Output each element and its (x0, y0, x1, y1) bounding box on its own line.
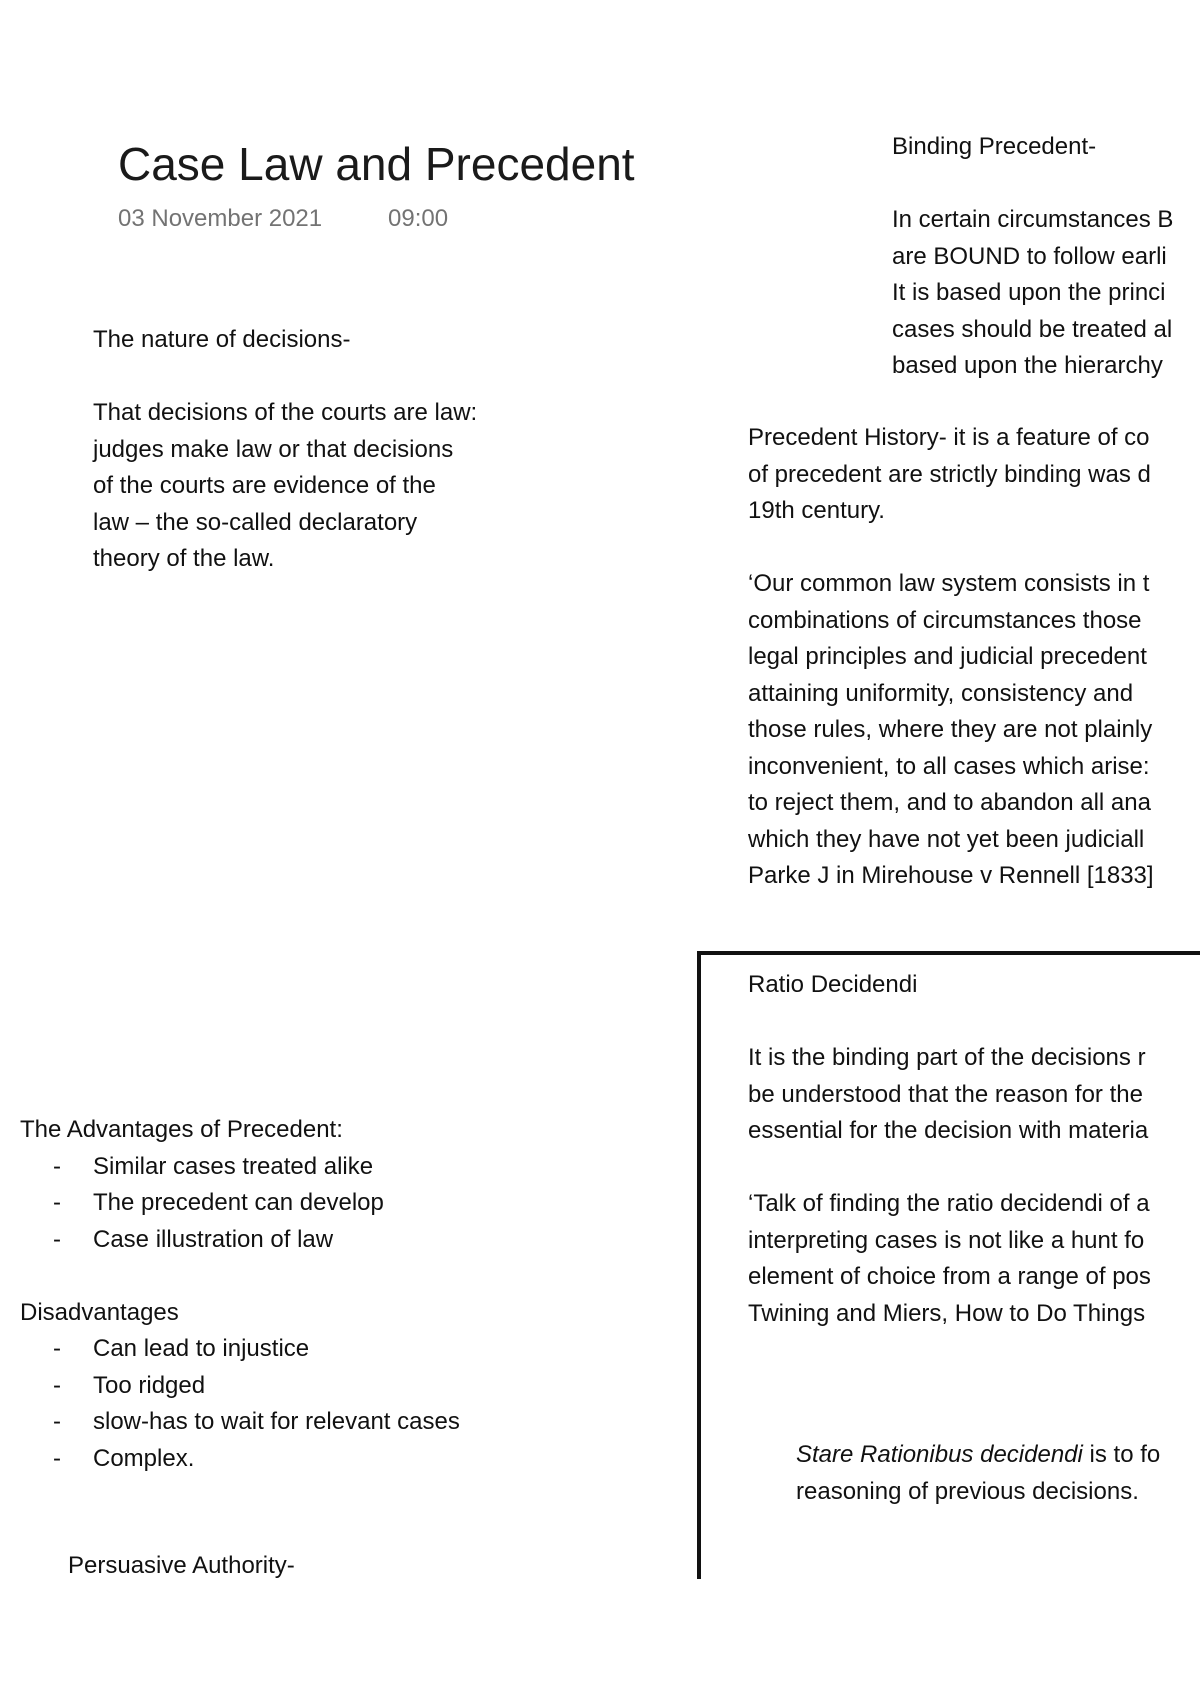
quote-line: those rules, where they are not plainly (748, 716, 1153, 743)
stare-term: Stare Rationibus decidendi (796, 1441, 1083, 1468)
nature-line: judges make law or that decisions (93, 435, 454, 463)
stare-rest: is to fo (1082, 1441, 1161, 1468)
history-section (748, 420, 1154, 895)
ratio-line: It is the binding part of the decisions r (748, 1044, 1146, 1071)
binding-line: are BOUND to follow earli (892, 242, 1167, 270)
persuasive-heading: Persuasive Authority- (68, 1552, 295, 1579)
list-item: - The precedent can develop (20, 1185, 460, 1222)
quote-line: which they have not yet been judiciall (748, 825, 1145, 853)
list-item: - Can lead to injustice (20, 1331, 460, 1368)
nature-heading: The nature of decisions- (93, 326, 351, 353)
list-item: - Similar cases treated alike (20, 1149, 460, 1186)
stare-line-2: reasoning of previous decisions. (796, 1477, 1139, 1505)
binding-line: based upon the hierarchy (892, 352, 1163, 379)
advantages-list (20, 1149, 460, 1259)
ratio-line: be understood that the reason for the (748, 1080, 1143, 1108)
nature-line: That decisions of the courts are law: (93, 399, 478, 426)
quote-line: attaining uniformity, consistency and (748, 679, 1134, 707)
ratio-heading: Ratio Decidendi (748, 971, 918, 998)
quote-line: combinations of circumstances those (748, 606, 1142, 634)
list-item: - Case illustration of law (20, 1222, 460, 1259)
list-item: - Complex. (20, 1441, 460, 1478)
ratio-quote-line: element of choice from a range of pos (748, 1263, 1151, 1290)
stare-section (796, 1437, 1160, 1510)
quote-line: ‘Our common law system consists in t (748, 570, 1150, 597)
history-line: of precedent are strictly binding was d (748, 460, 1151, 488)
list-item: - slow-has to wait for relevant cases (20, 1404, 460, 1441)
binding-line: It is based upon the princi (892, 279, 1166, 306)
page-title: Case Law and Precedent (118, 138, 635, 190)
quote-line: Parke J in Mirehouse v Rennell [1833] (748, 862, 1154, 889)
history-line: Precedent History- it is a feature of co (748, 424, 1150, 451)
nature-section (93, 322, 477, 578)
binding-section (892, 129, 1173, 385)
nature-line: of the courts are evidence of the (93, 472, 436, 499)
ratio-quote-line: interpreting cases is not like a hunt fo (748, 1226, 1145, 1254)
stare-line (796, 1437, 1160, 1474)
ratio-quote-line: Twining and Miers, How to Do Things (748, 1299, 1146, 1327)
disadvantages-list (20, 1331, 460, 1477)
nature-line: law – the so-called declaratory (93, 508, 418, 536)
advantages-heading: The Advantages of Precedent: (20, 1116, 343, 1143)
list-item: - Too ridged (20, 1368, 460, 1405)
page-time: 09:00 (388, 205, 449, 232)
ratio-section (748, 967, 1151, 1332)
binding-line: cases should be treated al (892, 315, 1173, 343)
disadvantages-heading: Disadvantages (20, 1298, 179, 1326)
page-date: 03 November 2021 (118, 205, 323, 232)
ratio-quote-line: ‘Talk of finding the ratio decidendi of a (748, 1190, 1150, 1217)
binding-line: In certain circumstances B (892, 206, 1174, 233)
quote-line: legal principles and judicial precedent (748, 643, 1147, 670)
quote-line: inconvenient, to all cases which arise: (748, 752, 1150, 780)
pros-cons-section (20, 1112, 460, 1477)
nature-line: theory of the law. (93, 545, 275, 572)
quote-line: to reject them, and to abandon all ana (748, 789, 1151, 816)
binding-heading: Binding Precedent- (892, 133, 1097, 160)
history-line: 19th century. (748, 497, 885, 524)
ratio-line: essential for the decision with materia (748, 1117, 1149, 1144)
